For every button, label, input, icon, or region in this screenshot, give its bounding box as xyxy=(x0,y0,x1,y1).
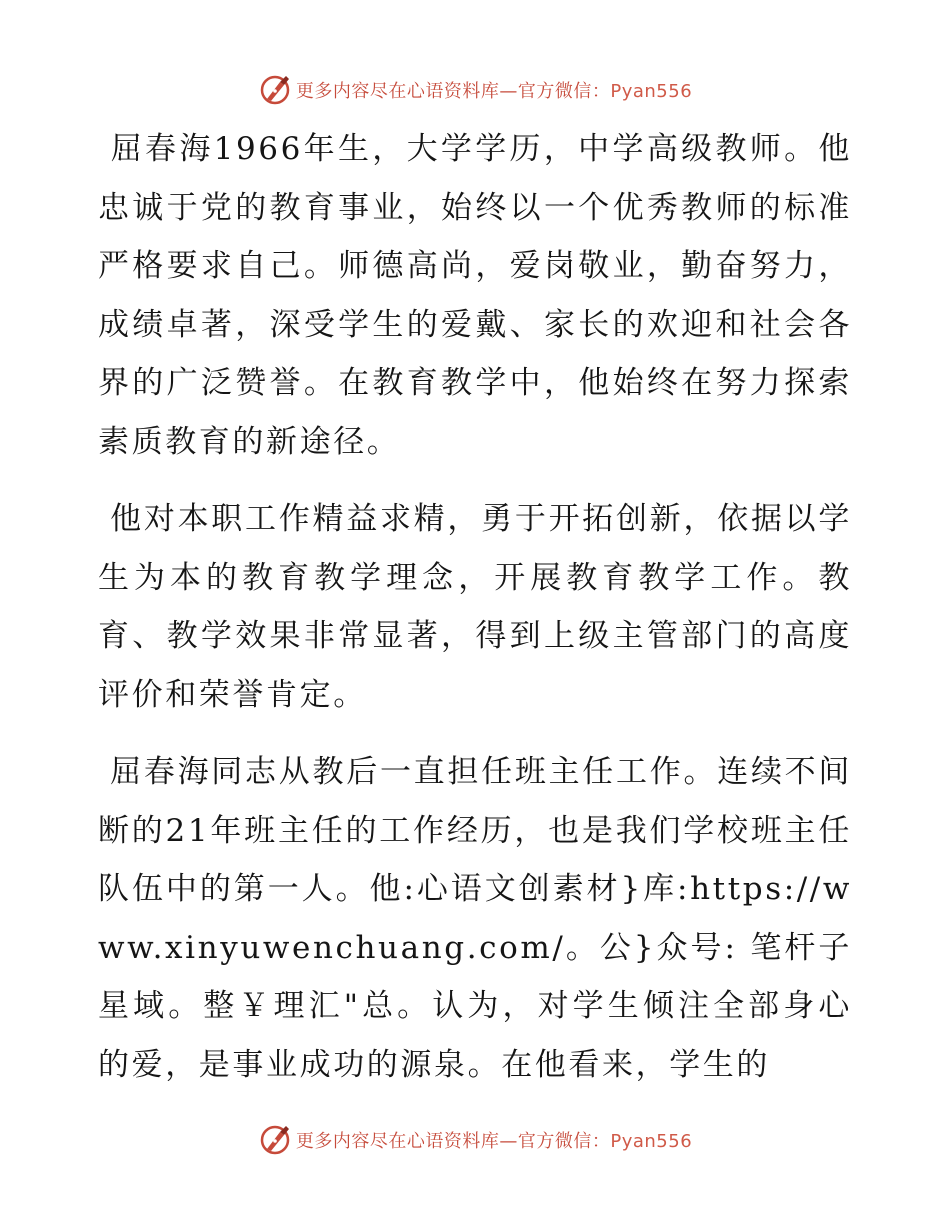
banner-handle: Pyan556 xyxy=(610,1131,693,1152)
banner-label: 更多内容尽在心语资料库—官方微信： xyxy=(295,81,611,102)
paragraph-2 xyxy=(98,490,852,724)
banner-handle: Pyan556 xyxy=(610,81,693,102)
document-body xyxy=(98,120,852,1113)
paragraph-text: 屈春海同志从教后一直担任班主任工作。连续不间断的21年班主任的工作经历，也是我们学校班主任队伍中的第一人。他:心语文创素材}库:https://www.xinyuwenchuang.com/。公}众号: 笔杆子星域。整￥理汇"总。认为，对学生倾注全部身心的爱，是事业成功的源泉。在他看来，学生的 xyxy=(98,754,852,1083)
paragraph-text: 屈春海1966年生，大学学历，中学高级教师。他忠诚于党的教育事业，始终以一个优秀教师的标准严格要求自己。师德高尚，爱岗敬业，勤奋努力，成绩卓著，深受学生的爱戴、家长的欢迎和社会各界的广泛赞誉。在教育教学中，他始终在努力探索素质教育的新途径。 xyxy=(98,131,852,460)
banner-text xyxy=(296,77,692,103)
pen-nib-logo-icon xyxy=(258,1123,292,1157)
header-banner xyxy=(0,70,950,110)
paragraph-3 xyxy=(98,743,852,1094)
paragraph-1 xyxy=(98,120,852,471)
footer-banner xyxy=(0,1120,950,1160)
pen-nib-logo-icon xyxy=(258,73,292,107)
banner-text xyxy=(296,1127,692,1153)
banner-label: 更多内容尽在心语资料库—官方微信： xyxy=(295,1131,611,1152)
paragraph-text: 他对本职工作精益求精，勇于开拓创新，依据以学生为本的教育教学理念，开展教育教学工作。教育、教学效果非常显著，得到上级主管部门的高度评价和荣誉肯定。 xyxy=(98,501,852,713)
